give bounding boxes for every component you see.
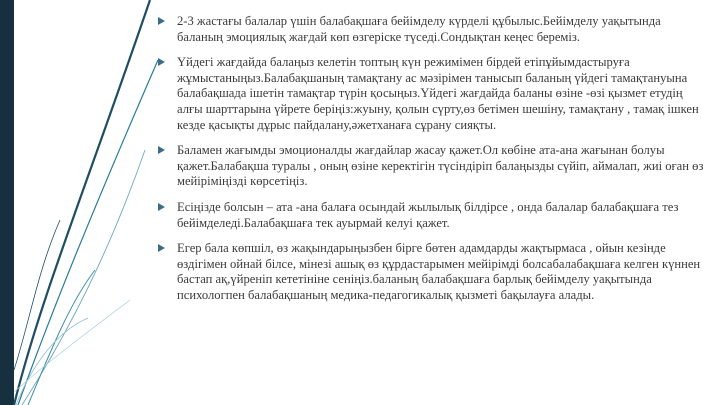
decorative-swooshes [0, 0, 160, 405]
bullet-item-4 [158, 200, 706, 231]
bullet-arrow-icon [158, 146, 165, 154]
bullet-text: Егер бала көпшіл, өз жақындарыңызбен бірге бөтен адамдарды жақтырмаса , ойын кезінде өздігімен ойнай білсе, мінезі ашық өз құрдастарымен мейірімді болсабалабақшаға келген күннен бастап ақ,үйреніп кететініне сеніңіз.баланың балабақшаға барлық бейімделу уақытында психологпен балабақшаның медика-педагогикалық қызметі бақылауға алады. [177, 241, 701, 302]
bullet-arrow-icon [158, 58, 165, 66]
bullet-arrow-icon [158, 203, 165, 211]
bullet-item-3 [158, 143, 706, 190]
bullet-item-5 [158, 241, 706, 303]
bullet-arrow-icon [158, 17, 165, 25]
bullet-text: Баламен жағымды эмоционалды жағдайлар жасау қажет.Ол көбіне ата-ана жағынан болуы қажет.Балабақша туралы , оның өзіне керектігін түсіндіріп балаңызды сүйіп, аймалап, жиі оған өз мейіріміңізді көрсетіңіз. [177, 143, 704, 189]
bullet-item-1 [158, 14, 706, 45]
bullet-item-2 [158, 55, 706, 133]
bullet-list [158, 14, 706, 314]
bullet-text: Есіңізде болсын – ата -ана балаға осындай жылылық білдірсе , онда балалар балабақшаға тез бейімделеді.Балабақшаға тек ауырмай келуі қажет. [177, 199, 679, 230]
bullet-text: 2-3 жастағы балалар үшін балабақшаға бейімделу күрделі құбылыс.Бейімделу уақытында баланың эмоциялық жағдай көп өзгеріске түседі.Сондықтан кеңес береміз. [177, 14, 661, 44]
bullet-arrow-icon [158, 244, 165, 252]
bullet-text: Үйдегі жағдайда балаңыз келетін топтың күн режимімен бірдей етіпұйымдастыруға жұмыстаныңыз.Балабақшаның тамақтану ас мәзірімен танысып баланың үйдегі тамақтануына балабақшада ішетін тамақтар түрін қосыңыз.Үйдегі жағдайда баланы өзіне -өзі қызмет етудің алғы шарттарына үйрете беріңіз:жуыну, қолын сүрту,өз бетімен шешіну, тамақтану , тамақ ішкен кезде қасықты дұрыс пайдалану,әжетханаға сұрану сияқты. [177, 55, 699, 132]
